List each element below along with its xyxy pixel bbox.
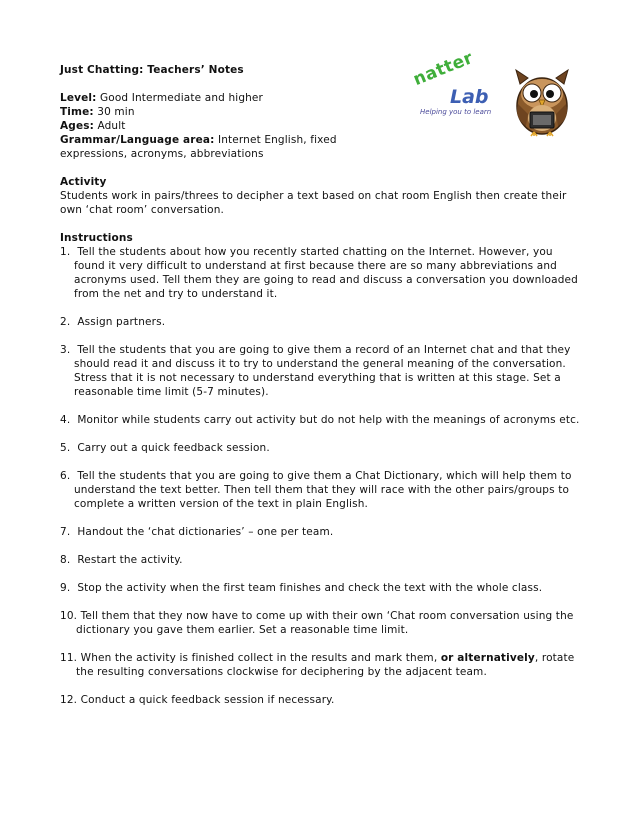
meta-language-label: Grammar/Language area: xyxy=(60,134,215,146)
step-text: Monitor while students carry out activity but do not help with the meanings of acronyms etc. xyxy=(77,414,580,426)
step-text: Tell the students that you are going to give them a Chat Dictionary, which will help them to understand the text better. Then tell them that they will race with the other pairs/groups to complete a written version of the text in plain English. xyxy=(74,470,572,510)
instruction-step xyxy=(60,315,585,329)
document-title: Just Chatting: Teachers’ Notes xyxy=(60,64,244,76)
instruction-step xyxy=(60,413,585,427)
instruction-step xyxy=(60,441,585,455)
instruction-step xyxy=(60,245,585,301)
step-text-emphasis: or alternatively xyxy=(440,652,535,664)
meta-language-value: Internet English, fixed expressions, acronyms, abbreviations xyxy=(60,134,337,160)
step-text: Tell the students that you are going to give them a record of an Internet chat and that they should read it and discuss it to try to understand the general meaning of the conversation. Stress that it is not necessary to understand everything that is written at this stage. Set a reasonable time limit (5-7 minutes). xyxy=(74,344,571,398)
step-number: 10. xyxy=(60,610,78,622)
instruction-step xyxy=(60,581,585,595)
step-text: Carry out a quick feedback session. xyxy=(77,442,270,454)
activity-heading: Activity xyxy=(60,176,107,188)
step-number: 3. xyxy=(60,344,71,356)
instruction-list xyxy=(60,245,585,707)
meta-level-label: Level: xyxy=(60,92,97,104)
step-text: Handout the ‘chat dictionaries’ – one per team. xyxy=(77,526,334,538)
meta-time-label: Time: xyxy=(60,106,94,118)
instruction-step xyxy=(60,651,585,679)
step-number: 11. xyxy=(60,652,78,664)
instruction-step xyxy=(60,525,585,539)
instruction-step xyxy=(60,553,585,567)
lesson-meta xyxy=(60,91,585,161)
meta-language-area xyxy=(60,133,360,161)
activity-description: Students work in pairs/threes to decipher a text based on chat room English then create their own ‘chat room’ conversation. xyxy=(60,190,567,216)
step-text: Assign partners. xyxy=(77,316,166,328)
instruction-step xyxy=(60,469,585,511)
step-number: 7. xyxy=(60,526,71,538)
logo-word-natter: natter xyxy=(410,47,477,90)
step-text: Restart the activity. xyxy=(77,554,183,566)
step-text-before: When the activity is finished collect in the results and mark them, xyxy=(80,652,438,664)
step-text: Conduct a quick feedback session if necessary. xyxy=(80,694,335,706)
instruction-step xyxy=(60,343,585,399)
instruction-step xyxy=(60,609,585,637)
step-number: 2. xyxy=(60,316,71,328)
step-number: 5. xyxy=(60,442,71,454)
logo-word-lab: Lab xyxy=(450,86,489,108)
step-text: Tell the students about how you recently started chatting on the Internet. However, you found it very difficult to understand at first because there are so many abbreviations and acronyms used. Tell them they are going to read and discuss a conversation you downloaded from the net and try to understand it. xyxy=(74,246,578,300)
meta-level-value: Good Intermediate and higher xyxy=(99,92,264,104)
step-text: Stop the activity when the first team finishes and check the text with the whole class. xyxy=(77,582,543,594)
step-number: 6. xyxy=(60,470,71,482)
meta-level xyxy=(60,91,585,105)
step-number: 12. xyxy=(60,694,78,706)
meta-ages-label: Ages: xyxy=(60,120,94,132)
step-text-after: , rotate the resulting conversations clockwise for deciphering by the adjacent team. xyxy=(76,652,575,678)
meta-time-value: 30 min xyxy=(97,106,135,118)
meta-ages xyxy=(60,119,585,133)
step-text: Tell them that they now have to come up with their own ‘Chat room conversation using the dictionary you gave them earlier. Set a reasonable time limit. xyxy=(76,610,574,636)
logo-tagline: Helping you to learn xyxy=(420,108,492,116)
step-number: 8. xyxy=(60,554,71,566)
step-number: 4. xyxy=(60,414,71,426)
instruction-step xyxy=(60,693,585,707)
step-number: 9. xyxy=(60,582,71,594)
meta-time xyxy=(60,105,585,119)
step-number: 1. xyxy=(60,246,71,258)
meta-ages-value: Adult xyxy=(97,120,126,132)
notes-body xyxy=(60,63,585,721)
instructions-heading: Instructions xyxy=(60,232,133,244)
